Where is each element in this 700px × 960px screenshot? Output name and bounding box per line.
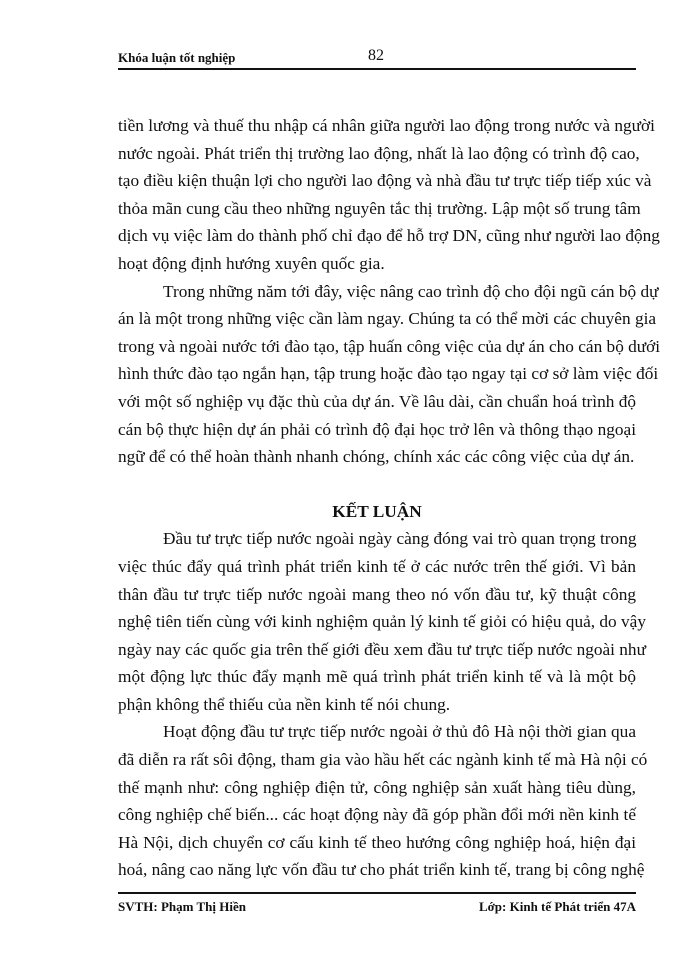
text-line: phận không thể thiếu của nền kinh tế nói chung. [118, 694, 451, 714]
text-line: thỏa mãn cung cầu theo những nguyên tắc thị trường. Lập một số trung tâm [118, 198, 641, 218]
text-line: hoạt động định hướng xuyên quốc gia. [118, 253, 385, 273]
section-heading: KẾT LUẬN [332, 501, 422, 521]
text-line: việc thúc đẩy quá trình phát triển kinh tế ở các nước trên thế giới. Vì bản [118, 556, 636, 576]
text-line: tiền lương và thuế thu nhập cá nhân giữa người lao động trong nước và người [118, 116, 655, 135]
page-footer [118, 892, 636, 915]
page-number: 82 [368, 47, 384, 64]
paragraph [118, 278, 661, 471]
text-line: đã diễn ra rất sôi động, tham gia vào hầu hết các ngành kinh tế mà Hà nội có [118, 750, 648, 770]
text-line: án là một trong những việc cần làm ngay. Chúng ta có thể mời các chuyên gia [118, 309, 657, 329]
text-line: hoá, nâng cao năng lực vốn đầu tư cho phát triển kinh tế, trang bị công nghệ [118, 860, 645, 880]
text-line: ngày nay các quốc gia trên thế giới đều xem đầu tư trực tiếp nước ngoài như [118, 639, 646, 659]
text-line: với một số nghiệp vụ đặc thù của dự án. Về lâu dài, cần chuẩn hoá trình độ [118, 391, 636, 411]
text-line: hình thức đào tạo ngắn hạn, tập trung hoặc đào tạo ngay tại cơ sở làm việc đối [118, 364, 659, 384]
paragraph [118, 112, 660, 278]
page-body [118, 112, 661, 884]
text-line: dịch vụ việc làm do thành phố chỉ đạo để hỗ trợ DN, cũng như người lao động [118, 226, 660, 246]
footer-class: Lớp: Kinh tế Phát triển 47A [478, 899, 636, 914]
page-header [118, 46, 636, 70]
footer-student: SVTH: Phạm Thị Hiền [118, 899, 246, 914]
text-line: thế mạnh như: công nghiệp điện tử, công nghiệp sản xuất hàng tiêu dùng, [118, 777, 636, 797]
text-line: tạo điều kiện thuận lợi cho người lao động và nhà đầu tư trực tiếp tiếp xúc và [118, 171, 652, 191]
text-line: công nghiệp chế biến... các hoạt động này đã góp phần đổi mới nền kinh tế [118, 805, 636, 825]
text-line: Hoạt động đầu tư trực tiếp nước ngoài ở thủ đô Hà nội thời gian qua [163, 722, 636, 742]
text-line: cán bộ thực hiện dự án phải có trình độ đại học trở lên và thông thạo ngoại [118, 419, 636, 439]
text-line: Đầu tư trực tiếp nước ngoài ngày càng đóng vai trò quan trọng trong [163, 529, 637, 549]
text-line: trong và ngoài nước tới đào tạo, tập huấn công việc của dự án cho cán bộ dưới [118, 336, 661, 356]
text-line: Hà Nội, dịch chuyển cơ cấu kinh tế theo hướng công nghiệp hoá, hiện đại [118, 832, 636, 852]
text-line: một động lực thúc đẩy mạnh mẽ quá trình phát triển kinh tế và là một bộ [118, 667, 636, 687]
paragraph [118, 525, 646, 718]
text-line: Trong những năm tới đây, việc nâng cao trình độ cho đội ngũ cán bộ dự [163, 281, 659, 301]
text-line: thân đầu tư trực tiếp nước ngoài mang theo nó vốn đầu tư, kỹ thuật công [118, 584, 636, 604]
paragraph [118, 718, 648, 884]
text-line: ngữ để có thể hoàn thành nhanh chóng, chính xác các công việc của dự án. [118, 447, 635, 467]
text-line: nước ngoài. Phát triển thị trường lao động, nhất là lao động có trình độ cao, [118, 143, 640, 163]
text-line: nghệ tiên tiến cùng với kinh nghiệm quản lý kinh tế giỏi có hiệu quả, do vậy [118, 612, 646, 632]
header-title: Khóa luận tốt nghiệp [118, 50, 236, 65]
